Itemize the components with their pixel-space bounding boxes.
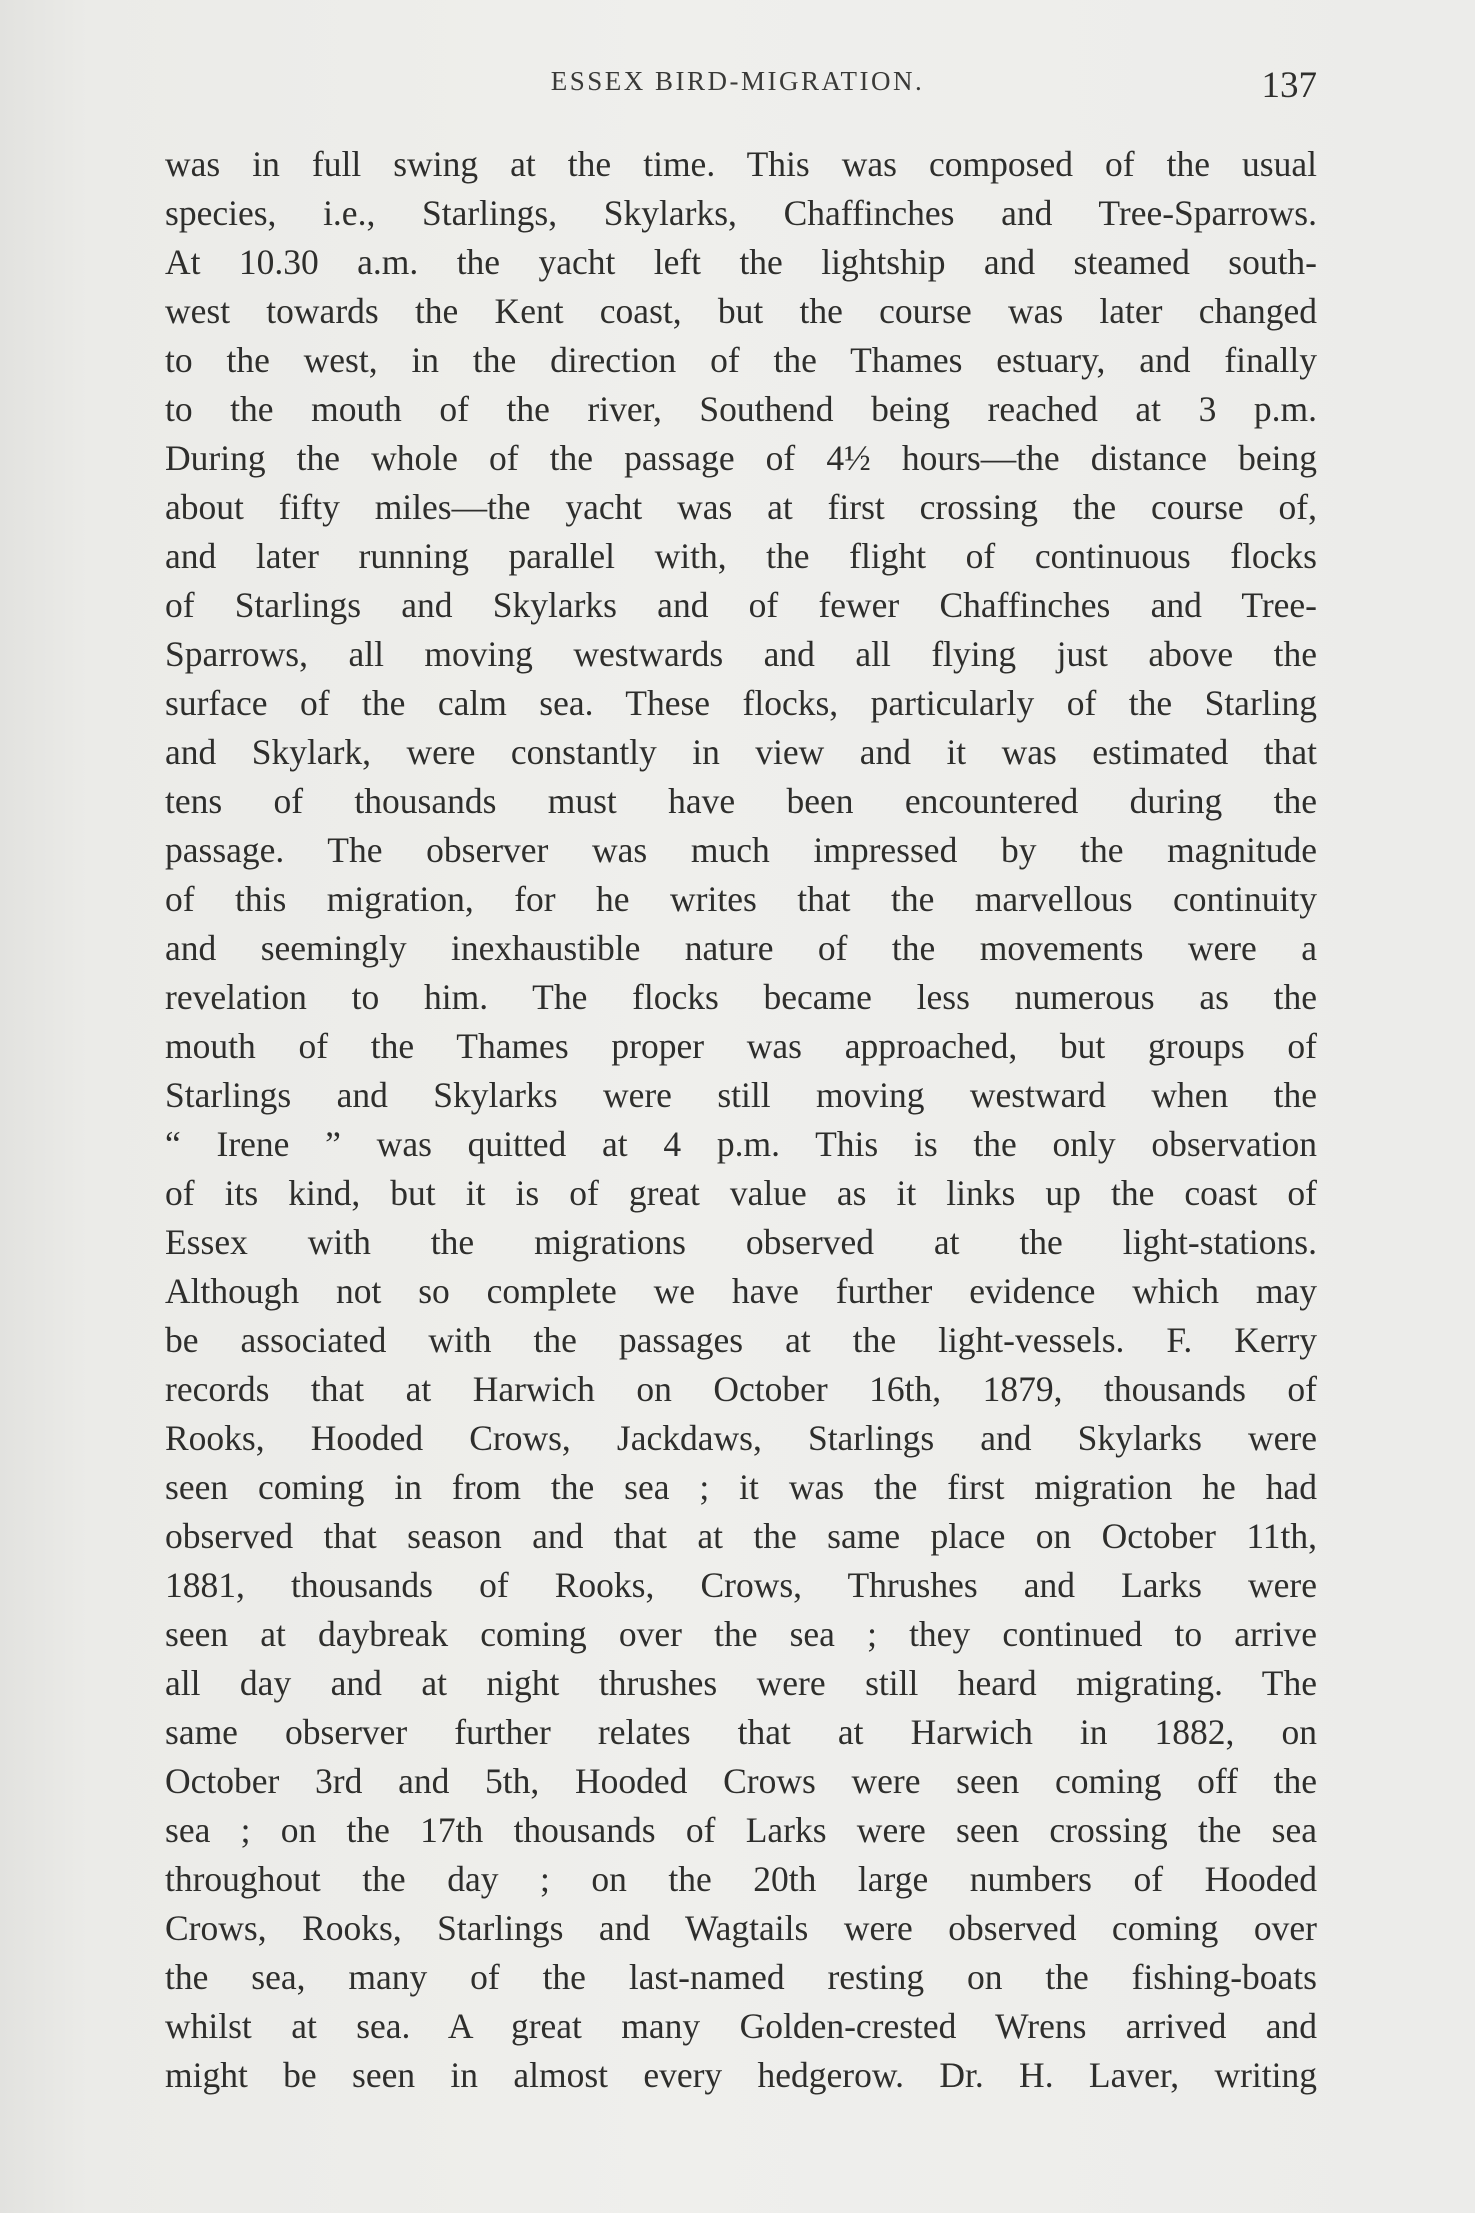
text-line: the sea, many of the last-named resting on the fishing-boats <box>165 1957 1317 1997</box>
text-line: Crows, Rooks, Starlings and Wagtails were observed coming over <box>165 1908 1317 1948</box>
text-line: of its kind, but it is of great value as it links up the coast of <box>165 1173 1317 1213</box>
text-line: revelation to him. The flocks became less numerous as the <box>165 977 1317 1017</box>
text-line: of Starlings and Skylarks and of fewer Chaffinches and Tree- <box>165 585 1317 625</box>
text-line: whilst at sea. A great many Golden-crested Wrens arrived and <box>165 2006 1317 2046</box>
text-line: Starlings and Skylarks were still moving westward when the <box>165 1075 1317 1115</box>
text-line: Rooks, Hooded Crows, Jackdaws, Starlings and Skylarks were <box>165 1418 1317 1458</box>
text-line: 1881, thousands of Rooks, Crows, Thrushes and Larks were <box>165 1565 1317 1605</box>
text-line: During the whole of the passage of 4½ hours—the distance being <box>165 438 1317 478</box>
text-line: about fifty miles—the yacht was at first crossing the course of, <box>165 487 1317 527</box>
text-line: and seemingly inexhaustible nature of the movements were a <box>165 928 1317 968</box>
text-line: of this migration, for he writes that the marvellous continuity <box>165 879 1317 919</box>
text-line: be associated with the passages at the light-vessels. F. Kerry <box>165 1320 1317 1360</box>
text-line: tens of thousands must have been encountered during the <box>165 781 1317 821</box>
text-line: At 10.30 a.m. the yacht left the lightship and steamed south- <box>165 242 1317 282</box>
text-line: west towards the Kent coast, but the course was later changed <box>165 291 1317 331</box>
text-line: records that at Harwich on October 16th, 1879, thousands of <box>165 1369 1317 1409</box>
text-line: mouth of the Thames proper was approached, but groups of <box>165 1026 1317 1066</box>
text-line: to the mouth of the river, Southend being reached at 3 p.m. <box>165 389 1317 429</box>
page-number: 137 <box>1261 65 1317 106</box>
text-line: and Skylark, were constantly in view and it was estimated that <box>165 732 1317 772</box>
text-line: seen coming in from the sea ; it was the first migration he had <box>165 1467 1317 1507</box>
text-line: was in full swing at the time. This was composed of the usual <box>165 144 1317 184</box>
text-line: observed that season and that at the same place on October 11th, <box>165 1516 1317 1556</box>
text-line: Sparrows, all moving westwards and all flying just above the <box>165 634 1317 674</box>
text-line: all day and at night thrushes were still heard migrating. The <box>165 1663 1317 1703</box>
text-line: to the west, in the direction of the Thames estuary, and finally <box>165 340 1317 380</box>
text-line: same observer further relates that at Harwich in 1882, on <box>165 1712 1317 1752</box>
text-line: surface of the calm sea. These flocks, particularly of the Starling <box>165 683 1317 723</box>
running-title: ESSEX BIRD-MIGRATION. <box>550 66 925 96</box>
text-line: might be seen in almost every hedgerow. Dr. H. Laver, writing <box>165 2055 1317 2095</box>
text-line: “ Irene ” was quitted at 4 p.m. This is the only observation <box>165 1124 1317 1164</box>
text-line: species, i.e., Starlings, Skylarks, Chaffinches and Tree-Sparrows. <box>165 193 1317 233</box>
text-line: throughout the day ; on the 20th large numbers of Hooded <box>165 1859 1317 1899</box>
text-line: Although not so complete we have further evidence which may <box>165 1271 1317 1311</box>
body-text <box>165 140 1317 2100</box>
text-line: seen at daybreak coming over the sea ; they continued to arrive <box>165 1614 1317 1654</box>
text-line: passage. The observer was much impressed by the magnitude <box>165 830 1317 870</box>
text-line: and later running parallel with, the flight of continuous flocks <box>165 536 1317 576</box>
text-line: October 3rd and 5th, Hooded Crows were seen coming off the <box>165 1761 1317 1801</box>
text-line: sea ; on the 17th thousands of Larks were seen crossing the sea <box>165 1810 1317 1850</box>
text-line: Essex with the migrations observed at the light-stations. <box>165 1222 1317 1262</box>
